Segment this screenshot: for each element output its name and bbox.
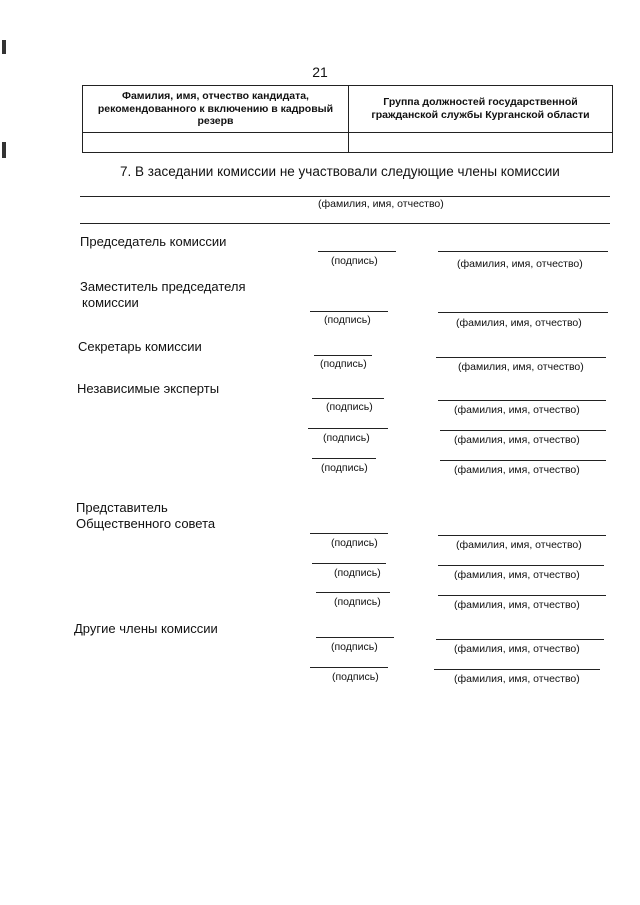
name-line [440,460,606,461]
name-line [440,430,606,431]
signature-line [316,637,394,638]
role-public-council [76,500,215,533]
name-caption: (фамилия, имя, отчество) [454,404,580,416]
signature-line [314,355,372,356]
signature-caption: (подпись) [321,462,368,474]
scan-binding-mark [2,142,6,158]
name-line [438,312,608,313]
signature-caption: (подпись) [323,432,370,444]
role-public-line1: Представитель [76,500,168,515]
signature-line [310,533,388,534]
table-cell-empty [349,133,613,153]
signature-caption: (подпись) [331,641,378,653]
table-header-candidate: Фамилия, имя, отчество кандидата, рекомендованного к включению в кадровый резерв [83,86,349,133]
name-line [436,357,606,358]
reserve-table [82,85,613,153]
name-line [438,535,606,536]
name-line [438,251,608,252]
signature-caption: (подпись) [331,537,378,549]
name-line [438,565,604,566]
name-line [438,400,606,401]
name-caption: (фамилия, имя, отчество) [454,673,580,685]
signature-line [308,428,388,429]
name-caption: (фамилия, имя, отчество) [454,643,580,655]
role-deputy-chairman [80,279,246,312]
signature-line [312,563,386,564]
name-caption: (фамилия, имя, отчество) [454,434,580,446]
name-caption: (фамилия, имя, отчество) [456,539,582,551]
role-public-line2: Общественного совета [76,516,216,532]
signature-line [310,311,388,312]
role-chairman: Председатель комиссии [80,234,227,249]
name-caption: (фамилия, имя, отчество) [454,569,580,581]
table-cell-empty [83,133,349,153]
page-number: 21 [312,64,328,80]
signature-caption: (подпись) [331,255,378,267]
signature-line [312,458,376,459]
signature-caption: (подпись) [334,567,381,579]
table-header-position-group: Группа должностей государственной гражданской службы Курганской области [349,86,613,133]
name-line [436,639,604,640]
signature-line [316,592,390,593]
absent-members-line [80,196,610,197]
name-caption: (фамилия, имя, отчество) [458,361,584,373]
name-caption: (фамилия, имя, отчество) [456,317,582,329]
role-deputy-line2: комиссии [82,295,139,311]
signature-caption: (подпись) [332,671,379,683]
role-secretary: Секретарь комиссии [78,339,202,354]
absent-members-caption: (фамилия, имя, отчество) [318,198,444,210]
signature-caption: (подпись) [320,358,367,370]
name-caption: (фамилия, имя, отчество) [454,464,580,476]
absent-members-line-2 [80,223,610,224]
name-line [438,595,606,596]
scan-binding-mark [2,40,6,54]
role-other-members: Другие члены комиссии [74,621,218,636]
signature-line [318,251,396,252]
name-caption: (фамилия, имя, отчество) [454,599,580,611]
signature-caption: (подпись) [334,596,381,608]
signature-caption: (подпись) [326,401,373,413]
name-line [434,669,600,670]
name-caption: (фамилия, имя, отчество) [457,258,583,270]
role-independent-experts: Независимые эксперты [77,381,220,396]
signature-line [310,667,388,668]
signature-caption: (подпись) [324,314,371,326]
role-deputy-line1: Заместитель председателя [80,279,246,294]
section-7-heading: 7. В заседании комиссии не участвовали следующие члены комиссии [120,164,560,179]
signature-line [312,398,384,399]
